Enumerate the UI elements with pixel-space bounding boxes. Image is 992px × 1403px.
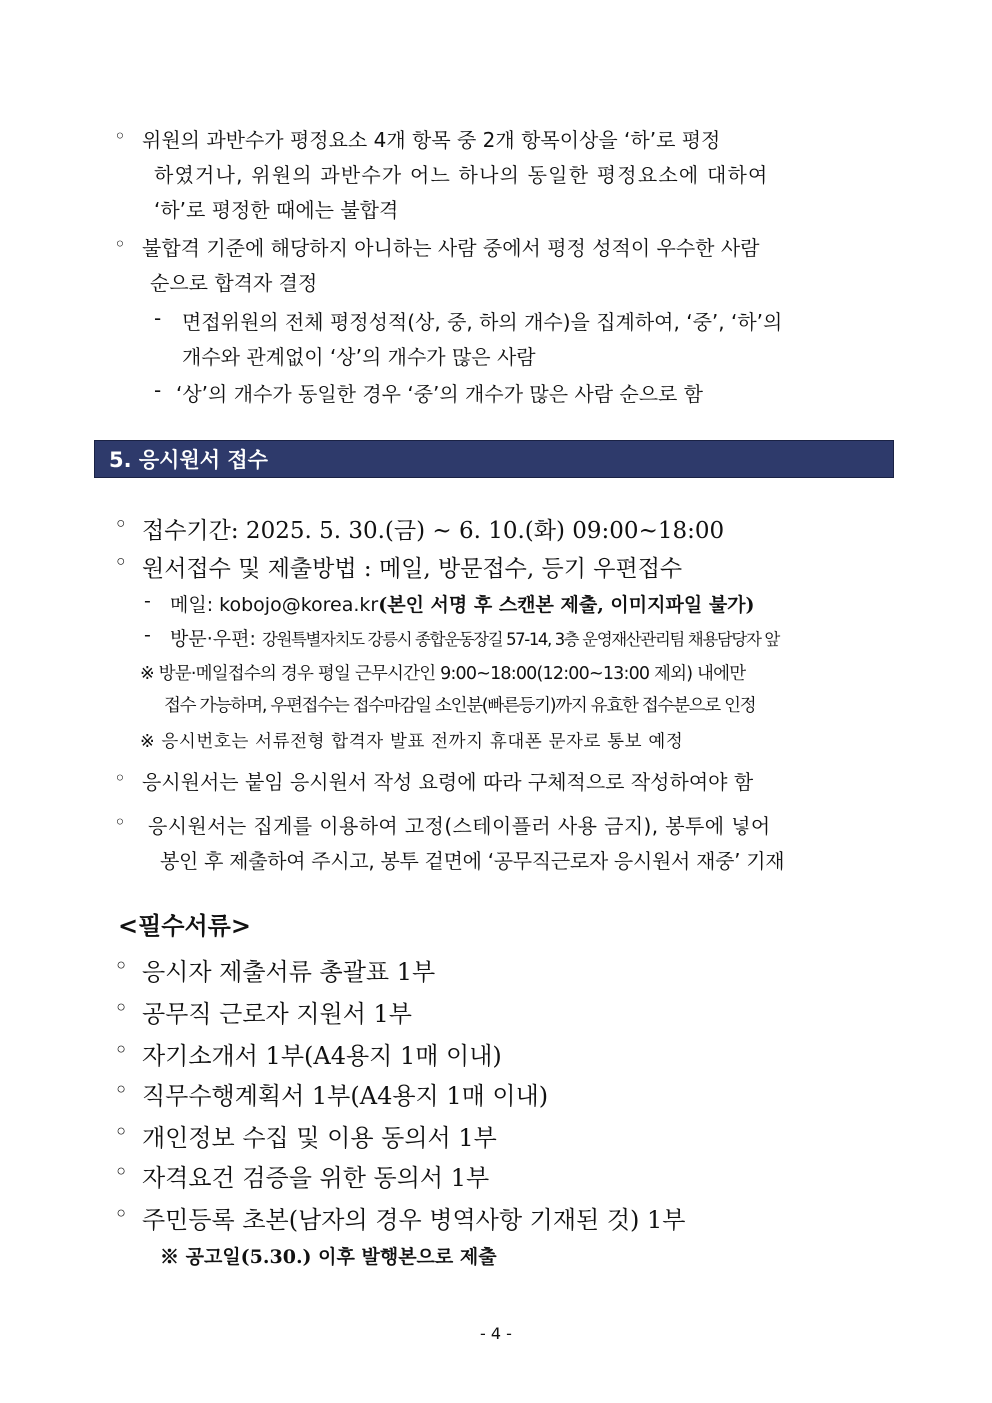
application-email-note: (본인 서명 후 스캔본 제출, 이미지파일 불가) — [378, 594, 755, 616]
bullet-symbol: ◦ — [114, 810, 126, 834]
bullet-symbol: ◦ — [114, 1036, 129, 1064]
application-envelope-line2: 봉인 후 제출하여 주시고, 봉투 겉면에 ‘공무직근로자 응시원서 재중’ 기재 — [160, 849, 785, 873]
eval-item2-line2: 순으로 합격자 결정 — [150, 271, 318, 295]
eval-item1-line1 — [142, 124, 894, 153]
required-doc-item: 주민등록 초본(남자의 경우 병역사항 기재된 것) 1부 — [142, 1206, 686, 1234]
application-note1-line2: 접수 가능하며, 우편접수는 접수마감일 소인분(빠른등기)까지 유효한 접수분으로 인정 — [164, 696, 756, 716]
bullet-symbol: ◦ — [114, 1158, 129, 1186]
required-doc-item: 응시자 제출서류 총괄표 1부 — [142, 958, 436, 986]
bullet-symbol: ◦ — [114, 550, 128, 576]
application-note1-line1: ※ 방문·메일접수의 경우 평일 근무시간인 9:00~18:00(12:00~13:00 제외) 내에만 — [140, 664, 746, 684]
bullet-symbol: ◦ — [114, 1200, 129, 1228]
eval-item1-line1-text: 위원의 과반수가 평정요소 4개 항목 중 2개 항목이상을 ‘하’로 평정 — [142, 128, 721, 152]
bullet-symbol: ◦ — [114, 994, 129, 1022]
eval-item1-line2: 하였거나, 위원의 과반수가 어느 하나의 동일한 평정요소에 대하여 — [154, 163, 769, 187]
page-number: - 4 - — [480, 1324, 512, 1343]
bullet-symbol: ◦ — [114, 124, 126, 148]
bullet-symbol: ◦ — [114, 766, 126, 790]
eval-sub1-line1: 면접위원의 전체 평정성적(상, 중, 하의 개수)을 집계하여, ‘중’, ‘하’의 — [182, 310, 783, 334]
bullet-symbol: ◦ — [114, 232, 126, 256]
application-email: 메일: kobojo@korea.kr — [170, 594, 379, 616]
eval-item2-line1: 불합격 기준에 해당하지 아니하는 사람 중에서 평정 성적이 우수한 사람 — [142, 236, 760, 260]
bullet-symbol: ◦ — [114, 1076, 129, 1104]
required-doc-item: 직무수행계획서 1부(A4용지 1매 이내) — [142, 1082, 549, 1110]
bullet-symbol: ◦ — [114, 1118, 129, 1146]
required-doc-item: 자기소개서 1부(A4용지 1매 이내) — [142, 1042, 502, 1070]
section-header — [94, 440, 894, 478]
bullet-symbol: ◦ — [114, 952, 129, 980]
application-visit-line — [170, 624, 779, 651]
required-docs-heading: <필수서류> — [118, 911, 251, 940]
bullet-symbol: ◦ — [114, 512, 128, 538]
required-doc-item: 공무직 근로자 지원서 1부 — [142, 1000, 412, 1028]
application-writing-rule: 응시원서는 붙임 응시원서 작성 요령에 따라 구체적으로 작성하여야 함 — [142, 770, 754, 794]
application-envelope-line1: 응시원서는 집게를 이용하여 고정(스테이플러 사용 금지), 봉투에 넣어 — [148, 814, 771, 838]
dash-symbol: - — [144, 624, 151, 646]
application-visit-address: 강원특별자치도 강릉시 종합운동장길 57-14, 3층 운영재산관리팀 채용담당자 앞 — [261, 630, 779, 649]
required-doc-item: 개인정보 수집 및 이용 동의서 1부 — [142, 1124, 497, 1152]
eval-item1-line3: ‘하’로 평정한 때에는 불합격 — [154, 198, 399, 222]
eval-sub1-line2: 개수와 관계없이 ‘상’의 개수가 많은 사람 — [182, 345, 536, 369]
application-method: 원서접수 및 제출방법 : 메일, 방문접수, 등기 우편접수 — [142, 556, 683, 582]
application-visit-label: 방문·우편: — [170, 628, 256, 650]
dash-symbol: - — [154, 378, 162, 402]
required-doc-item: 자격요건 검증을 위한 동의서 1부 — [142, 1164, 490, 1192]
dash-symbol: - — [154, 306, 162, 330]
dash-symbol: - — [144, 590, 151, 612]
application-note2: ※ 응시번호는 서류전형 합격자 발표 전까지 휴대폰 문자로 통보 예정 — [140, 732, 684, 752]
required-docs-note: ※ 공고일(5.30.) 이후 발행본으로 제출 — [160, 1246, 497, 1268]
eval-sub2-line1: ‘상’의 개수가 동일한 경우 ‘중’의 개수가 많은 사람 순으로 함 — [176, 382, 704, 406]
application-email-line — [170, 590, 755, 617]
section-title: 5. 응시원서 접수 — [109, 448, 268, 472]
application-period: 접수기간: 2025. 5. 30.(금) ~ 6. 10.(화) 09:00~18:00 — [142, 518, 725, 544]
